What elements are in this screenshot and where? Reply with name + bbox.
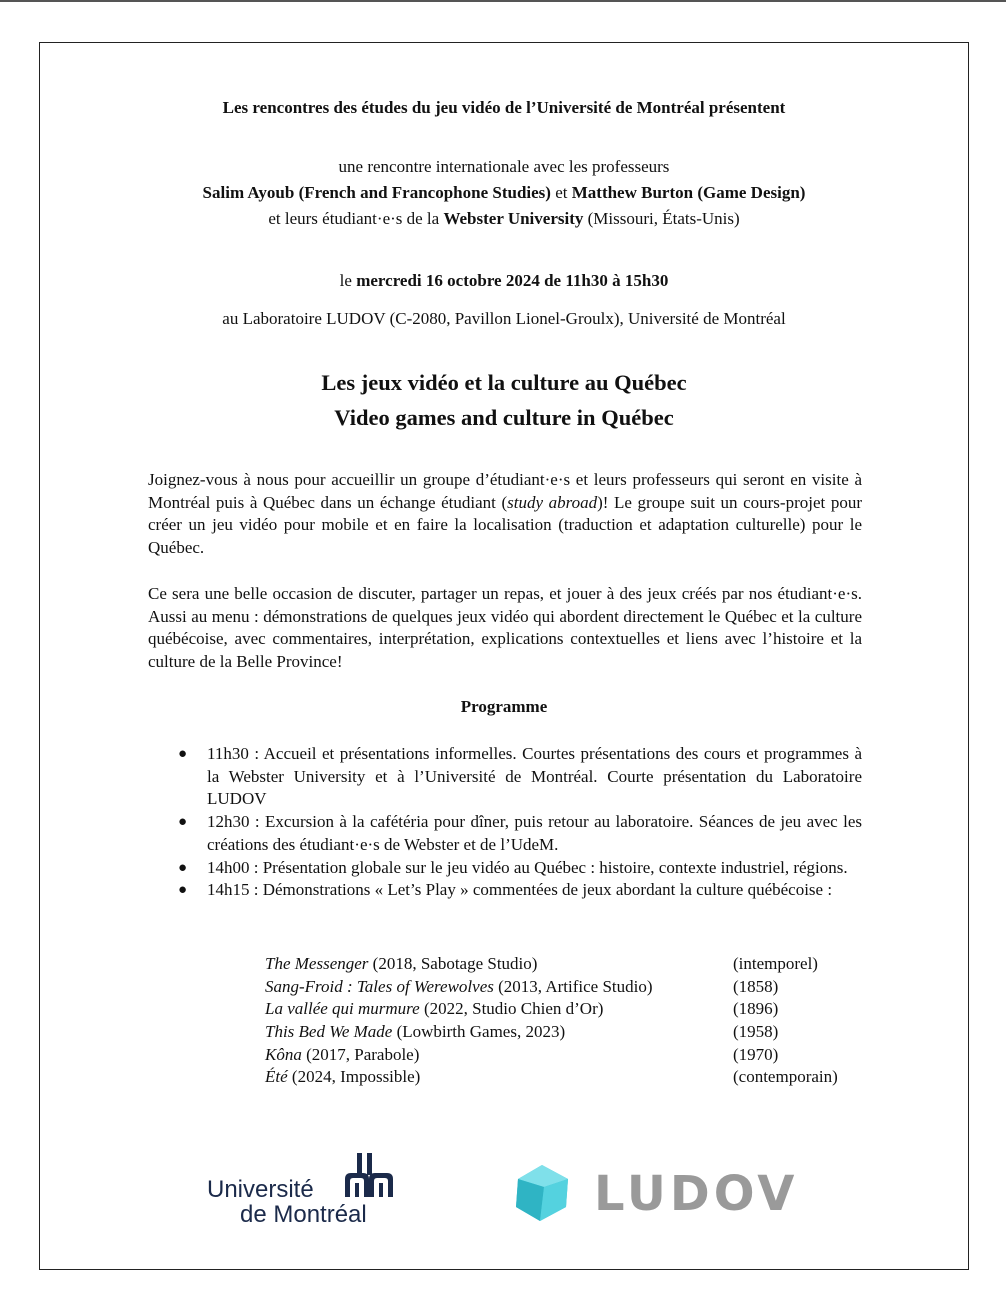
bullet-icon: ● xyxy=(178,882,188,899)
programme-heading: Programme xyxy=(460,697,548,716)
bullet-icon: ● xyxy=(178,746,188,762)
game-row: The Messenger (2018, Sabotage Studio) (intemporel) xyxy=(265,954,818,973)
games-list xyxy=(265,953,905,1089)
location-line: au Laboratoire LUDOV (C-2080, Pavillon Lionel-Groulx), Université de Montréal xyxy=(222,309,786,328)
game-row: This Bed We Made (Lowbirth Games, 2023) (1958) xyxy=(265,1022,779,1042)
programme-item: ● 11h30 : Accueil et présentations informelles. Courtes présentations des cours et programmes à la Webster University et à l’Université de Montréal. Courte présentation du Laboratoire LUDOV xyxy=(178,744,862,809)
bullet-icon: ● xyxy=(178,859,188,876)
ludov-logo xyxy=(510,1161,810,1231)
programme-list xyxy=(178,743,862,902)
students-line: et leurs étudiant·e·s de la Webster University (Missouri, États-Unis) xyxy=(268,209,740,228)
title-en: Video games and culture in Québec xyxy=(334,405,674,430)
udem-logo-line2: de Montréal xyxy=(240,1201,367,1228)
ludov-wordmark: LUDOV xyxy=(594,1166,799,1222)
game-row: Sang-Froid : Tales of Werewolves (2013, Artifice Studio) (1858) xyxy=(265,976,779,996)
ludov-gem-icon xyxy=(510,1161,574,1225)
udem-logo-line1: Université xyxy=(207,1176,314,1203)
udem-emblem-icon xyxy=(343,1153,395,1197)
title-fr: Les jeux vidéo et la culture au Québec xyxy=(321,370,687,395)
game-row: La vallée qui murmure (2022, Studio Chien d’Or) (1896) xyxy=(265,999,779,1019)
document-page xyxy=(39,42,969,1270)
programme-item: ● 14h00 : Présentation globale sur le jeu vidéo au Québec : histoire, contexte industriel, régions. xyxy=(207,857,862,880)
presenting-line: Les rencontres des études du jeu vidéo de l’Université de Montréal présentent xyxy=(222,98,786,117)
paragraph-occasion: Ce sera une belle occasion de discuter, partager un repas, et jouer à des jeux créés par nos étudiant·e·s. Aussi au menu : démonstrations de quelques jeux vidéo qui abordent directement le Québec et la culture québécoise, avec commentaires, interprétation, explications contextuelles et liens avec l’histoire et la culture de la Belle Province! xyxy=(148,584,862,672)
date-line: le mercredi 16 octobre 2024 de 11h30 à 15h30 xyxy=(339,271,669,290)
game-row: Été (2024, Impossible) (contemporain) xyxy=(265,1067,838,1087)
window-top-border xyxy=(0,0,1006,2)
programme-item: ● 14h15 : Démonstrations « Let’s Play » commentées de jeux abordant la culture québécoise : xyxy=(207,879,862,902)
game-row: Kôna (2017, Parabole) (1970) xyxy=(265,1044,779,1064)
professors-line: Salim Ayoub (French and Francophone Studies) et Matthew Burton (Game Design) xyxy=(202,183,806,202)
intro-line: une rencontre internationale avec les professeurs xyxy=(338,157,670,176)
bullet-icon: ● xyxy=(178,814,188,831)
programme-item: ● 12h30 : Excursion à la cafétéria pour dîner, puis retour au laboratoire. Séances de jeu avec les créations des étudiant·e·s de Webster et de l’UdeM. xyxy=(178,812,862,854)
paragraph-intro: Joignez-vous à nous pour accueillir un groupe d’étudiant·e·s et leurs professeurs qui seront en visite à Montréal puis à Québec dans un échange étudiant (study abroad)! Le groupe suit un cours-projet pour créer un jeu vidéo pour mobile et en faire la localisation (traduction et adaptation culturelle) pour le Québec. xyxy=(148,470,862,558)
udem-logo xyxy=(207,1151,397,1231)
